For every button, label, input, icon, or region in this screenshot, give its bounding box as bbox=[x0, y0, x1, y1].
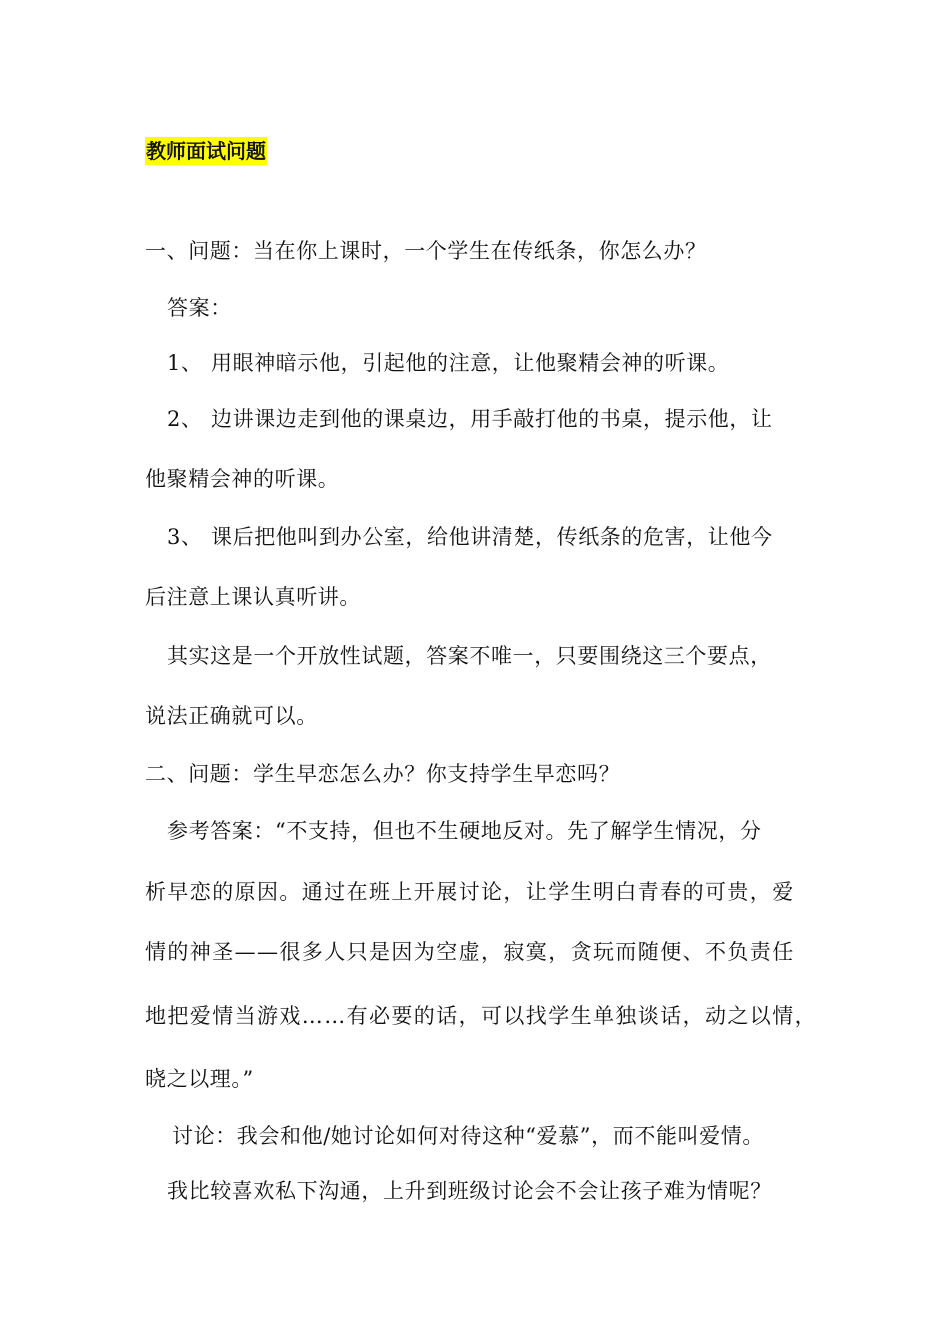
discussion: 讨论：我会和他/她讨论如何对待这种“爱慕”，而不能叫爱情。 bbox=[172, 1124, 764, 1148]
reference-answer-line-4: 地把爱情当游戏……有必要的话，可以找学生单独谈话，动之以情， bbox=[145, 1004, 817, 1028]
answer-item-3-continued: 后注意上课认真听讲。 bbox=[145, 585, 361, 609]
answer-item-3 bbox=[145, 522, 773, 552]
item-text: 课后把他叫到办公室，给他讲清楚，传纸条的危害，让他今 bbox=[211, 525, 773, 549]
reference-answer-line-2: 析早恋的原因。通过在班上开展讨论，让学生明白青春的可贵，爱 bbox=[145, 880, 795, 904]
document-title: 教师面试问题 bbox=[146, 139, 266, 163]
reference-answer-line-3: 情的神圣——很多人只是因为空虚，寂寞，贪玩而随便、不负责任 bbox=[145, 940, 795, 964]
reference-answer: 参考答案：“不支持，但也不生硬地反对。先了解学生情况，分 bbox=[167, 819, 762, 843]
paragraph-note-continued: 说法正确就可以。 bbox=[145, 704, 318, 728]
answer-label: 答案： bbox=[167, 296, 232, 320]
item-text: 边讲课边走到他的课桌边，用手敲打他的书桌，提示他，让 bbox=[211, 407, 773, 431]
item-text: 用眼神暗示他，引起他的注意，让他聚精会神的听课。 bbox=[211, 351, 730, 375]
item-number: 2、 bbox=[167, 407, 203, 431]
discussion-continued: 我比较喜欢私下沟通，上升到班级讨论会不会让孩子难为情呢？ bbox=[167, 1179, 772, 1203]
item-number: 3、 bbox=[167, 525, 203, 549]
answer-item-1 bbox=[145, 348, 729, 378]
reference-answer-line-5: 晓之以理。” bbox=[145, 1067, 254, 1091]
paragraph-note: 其实这是一个开放性试题，答案不唯一，只要围绕这三个要点， bbox=[167, 644, 772, 668]
question-1: 一、问题：当在你上课时，一个学生在传纸条，你怎么办？ bbox=[145, 239, 707, 263]
answer-item-2-continued: 他聚精会神的听课。 bbox=[145, 467, 340, 491]
question-2: 二、问题：学生早恋怎么办？你支持学生早恋吗？ bbox=[145, 762, 621, 786]
item-number: 1、 bbox=[167, 351, 203, 375]
answer-item-2 bbox=[145, 404, 773, 434]
